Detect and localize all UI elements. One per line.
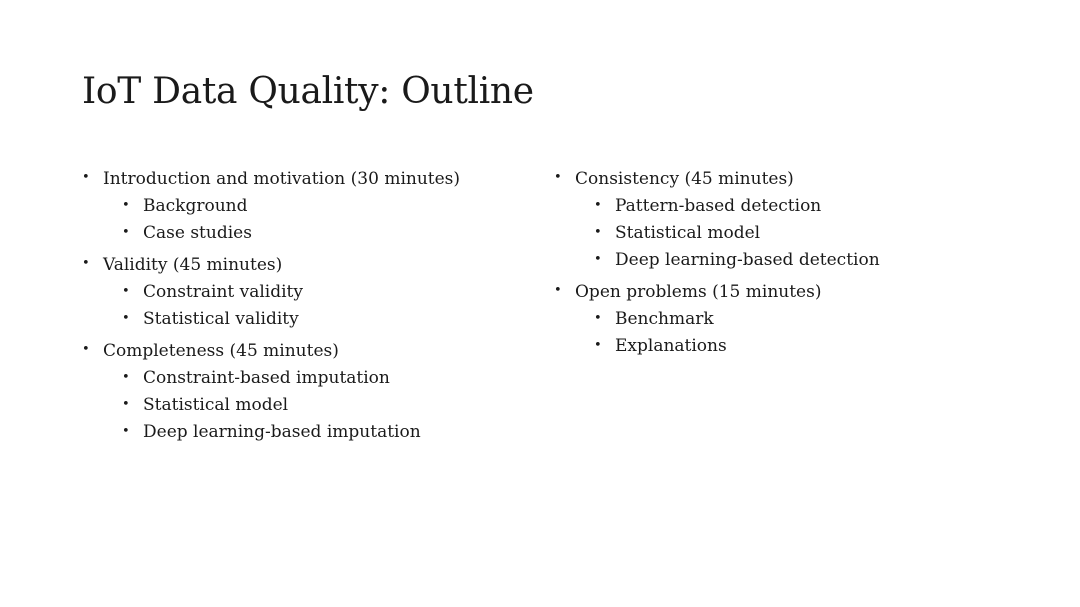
outline-item-label: Validity (45 minutes) [103,255,283,275]
outline-subitem [82,392,552,419]
outline-subitem-label: Background [143,196,248,216]
bullet-icon: • [122,225,130,240]
outline-subitem [82,279,552,306]
bullet-icon: • [594,252,602,267]
outline-subitem-label: Statistical model [615,223,761,243]
bullet-icon: • [122,424,130,439]
outline-subitem [554,333,1024,360]
outline-subitem-label: Constraint-based imputation [143,368,390,388]
outline-item-label: Open problems (15 minutes) [575,282,822,302]
outline-subitem [554,247,1024,274]
outline-subitem-label: Case studies [143,223,252,243]
outline-section-introduction [82,165,552,247]
bullet-icon: • [122,198,130,213]
outline-left-column [82,165,552,446]
outline-subitem-label: Deep learning-based imputation [143,422,421,442]
bullet-icon: • [554,283,562,298]
outline-item-label: Consistency (45 minutes) [575,169,794,189]
outline-section-validity [82,251,552,333]
outline-subitem-label: Pattern-based detection [615,196,822,216]
bullet-icon: • [122,397,130,412]
outline-item-label: Introduction and motivation (30 minutes) [103,169,461,189]
outline-subitem-label: Deep learning-based detection [615,250,880,270]
outline-subitem [82,419,552,446]
outline-subitem [82,365,552,392]
outline-subitem [82,193,552,220]
outline-item [82,165,552,193]
outline-right-column [554,165,1024,360]
bullet-icon: • [82,256,90,271]
bullet-icon: • [82,342,90,357]
outline-subitem-label: Statistical model [143,395,289,415]
outline-section-consistency [554,165,1024,274]
bullet-icon: • [594,198,602,213]
outline-subitem [82,306,552,333]
outline-item [82,251,552,279]
outline-subitem [554,306,1024,333]
slide-title: IoT Data Quality: Outline [82,71,534,112]
outline-subitem [554,220,1024,247]
bullet-icon: • [82,170,90,185]
outline-item-label: Completeness (45 minutes) [103,341,339,361]
outline-subitem-label: Statistical validity [143,309,299,329]
bullet-icon: • [554,170,562,185]
outline-item [82,337,552,365]
outline-subitem-label: Explanations [615,336,727,356]
bullet-icon: • [594,311,602,326]
outline-item [554,278,1024,306]
bullet-icon: • [122,370,130,385]
outline-item [554,165,1024,193]
bullet-icon: • [122,311,130,326]
outline-subitem-label: Benchmark [615,309,714,329]
bullet-icon: • [594,225,602,240]
bullet-icon: • [594,338,602,353]
outline-section-completeness [82,337,552,446]
bullet-icon: • [122,284,130,299]
outline-subitem [82,220,552,247]
outline-subitem-label: Constraint validity [143,282,303,302]
outline-section-open-problems [554,278,1024,360]
outline-subitem [554,193,1024,220]
